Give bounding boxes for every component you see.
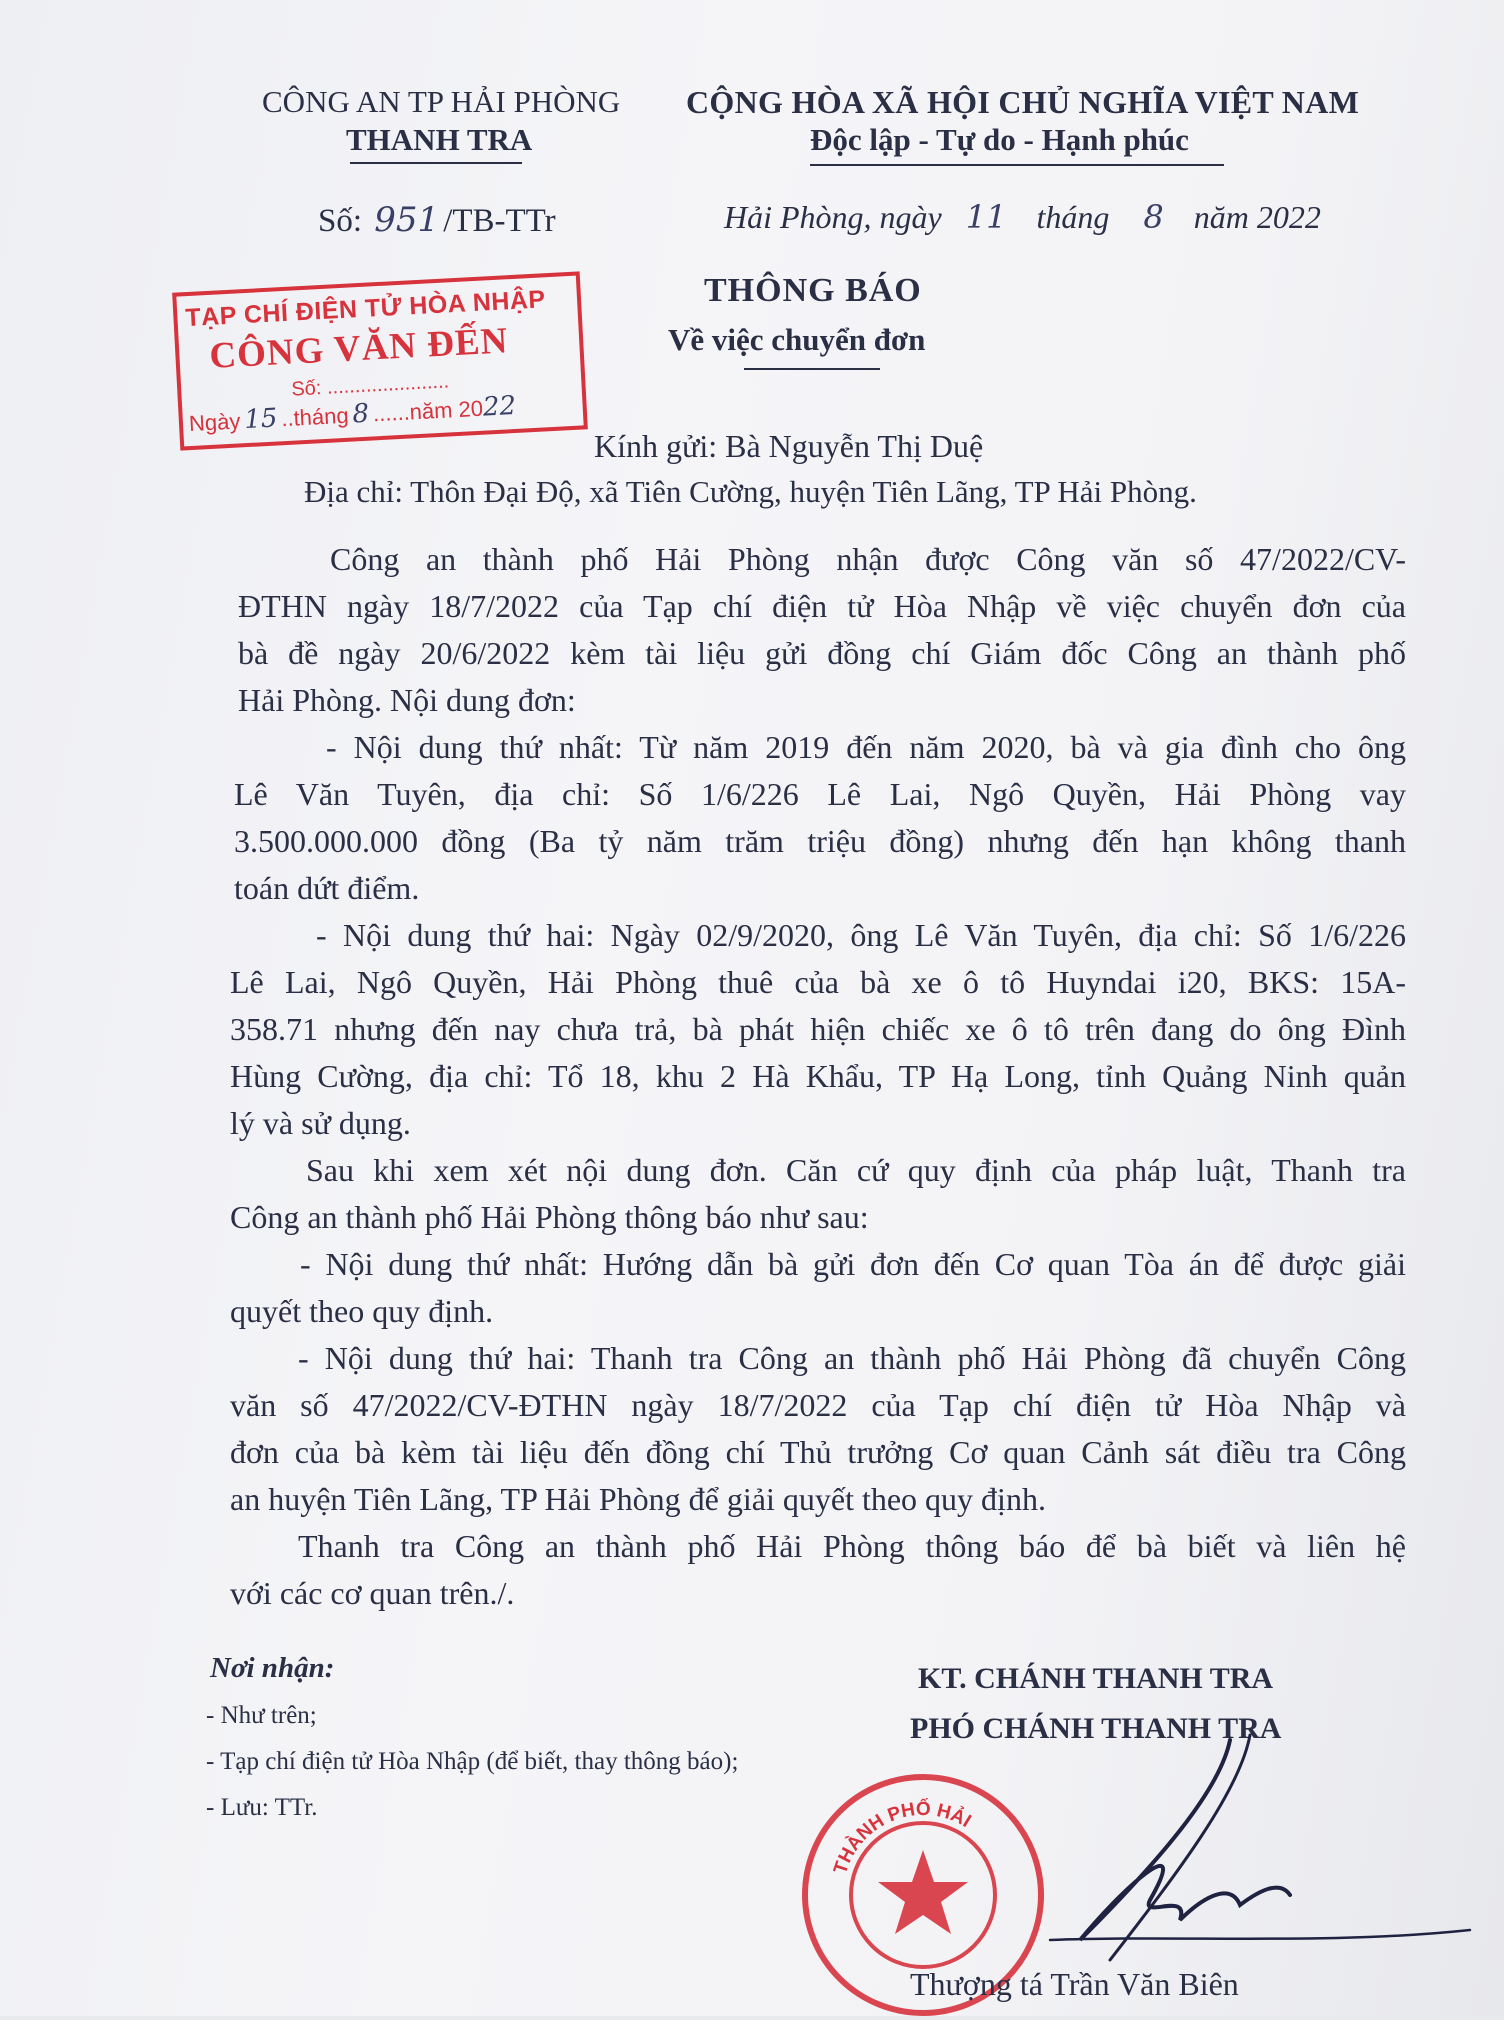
body-line: lý và sử dụng. (230, 1105, 411, 1141)
body-line: 358.71 nhưng đến nay chưa trả, bà phát hiện chiếc xe ô tô trên đang do ông Đình (230, 1011, 1406, 1047)
recipient-item: - Tạp chí điện tử Hòa Nhập (để biết, thay thông báo); (206, 1748, 739, 1775)
paragraph-4 (230, 1147, 1406, 1241)
paragraph-3 (230, 912, 1406, 1147)
agency-name: CÔNG AN TP HẢI PHÒNG (262, 84, 621, 119)
body-line: - Nội dung thứ nhất: Hướng dẫn bà gửi đơn đến Cơ quan Tòa án để được giải (300, 1246, 1406, 1282)
signature-authority: KT. CHÁNH THANH TRA (918, 1662, 1274, 1695)
handwritten-signature (930, 1730, 1490, 1990)
doc-number-prefix: Số: (318, 203, 363, 239)
signature-position: PHÓ CHÁNH THANH TRA (910, 1712, 1282, 1745)
body-line: Công an thành phố Hải Phòng thông báo như sau: (230, 1199, 869, 1235)
date-month: 8 (1143, 198, 1164, 236)
agency-department: THANH TRA (346, 122, 533, 157)
motto-underline (810, 164, 1224, 166)
body-line: ĐTHN ngày 18/7/2022 của Tạp chí điện tử Hòa Nhập về việc chuyển đơn của (238, 588, 1406, 624)
body-line: quyết theo quy định. (230, 1293, 494, 1329)
body-line: bà đề ngày 20/6/2022 kèm tài liệu gửi đồng chí Giám đốc Công an thành phố (238, 635, 1406, 671)
stamp-day: 15 (243, 403, 279, 436)
notice-title: THÔNG BÁO (704, 272, 922, 309)
republic-motto: Độc lập - Tự do - Hạnh phúc (810, 122, 1189, 157)
incoming-document-stamp (172, 271, 588, 450)
doc-date (724, 198, 1321, 236)
stamp-org: TẠP CHÍ ĐIỆN TỬ HÒA NHẬP (184, 285, 547, 333)
stamp-number: Số: ...................... (290, 370, 450, 401)
stamp-month: 8 (351, 398, 370, 430)
stamp-year: 22 (482, 390, 517, 423)
stamp-title: CÔNG VĂN ĐẾN (208, 320, 510, 377)
recipient-item: - Như trên; (206, 1702, 317, 1729)
addressee: Kính gửi: Bà Nguyễn Thị Duệ (594, 428, 984, 464)
stamp-day-label: Ngày (188, 408, 241, 437)
doc-number-suffix: /TB-TTr (443, 203, 556, 239)
date-place: Hải Phòng, ngày (724, 199, 942, 235)
body-line: Hải Phòng. Nội dung đơn: (238, 682, 576, 718)
paragraph-5 (230, 1241, 1406, 1335)
stamp-month-label: ..tháng (280, 402, 350, 432)
recipient-item: - Lưu: TTr. (206, 1794, 318, 1821)
body-line: - Nội dung thứ hai: Ngày 02/9/2020, ông Lê Văn Tuyên, địa chỉ: Số 1/6/226 (316, 917, 1406, 953)
body-line: - Nội dung thứ hai: Thanh tra Công an thành phố Hải Phòng đã chuyển Công (298, 1340, 1406, 1376)
paragraph-6 (230, 1335, 1406, 1523)
notice-subject: Về việc chuyển đơn (668, 322, 926, 357)
addressee-address: Địa chỉ: Thôn Đại Độ, xã Tiên Cường, huyện Tiên Lãng, TP Hải Phòng. (304, 474, 1197, 509)
doc-number (318, 200, 556, 240)
paragraph-2 (230, 724, 1406, 912)
body-line: Lê Lai, Ngô Quyền, Hải Phòng thuê của bà xe ô tô Huyndai i20, BKS: 15A- (230, 964, 1406, 1000)
notice-body (230, 536, 1406, 1617)
body-line: an huyện Tiên Lãng, TP Hải Phòng để giải quyết theo quy định. (230, 1481, 1046, 1517)
date-month-label: tháng (1036, 199, 1110, 235)
signer-name: Thượng tá Trần Văn Biên (910, 1966, 1239, 2002)
republic-name: CỘNG HÒA XÃ HỘI CHỦ NGHĨA VIỆT NAM (686, 84, 1360, 120)
body-line: Lê Văn Tuyên, địa chỉ: Số 1/6/226 Lê Lai, Ngô Quyền, Hải Phòng vay (234, 776, 1406, 812)
agency-underline (350, 162, 522, 164)
recipients-title: Nơi nhận: (210, 1652, 335, 1684)
subject-underline (744, 368, 880, 370)
paragraph-1 (230, 536, 1406, 724)
body-line: toán dứt điểm. (234, 870, 420, 906)
seal-text: THÀNH PHỐ HẢI (830, 1798, 975, 1877)
body-line: 3.500.000.000 đồng (Ba tỷ năm trăm triệu đồng) nhưng đến hạn không thanh (234, 823, 1406, 859)
body-line: với các cơ quan trên./. (230, 1575, 515, 1611)
body-line: Hùng Cường, địa chỉ: Tổ 18, khu 2 Hà Khẩu, TP Hạ Long, tỉnh Quảng Ninh quản (230, 1058, 1406, 1094)
body-line: Sau khi xem xét nội dung đơn. Căn cứ quy định của pháp luật, Thanh tra (306, 1152, 1406, 1188)
body-line: đơn của bà kèm tài liệu đến đồng chí Thủ trưởng Cơ quan Cảnh sát điều tra Công (230, 1434, 1406, 1470)
body-line: Thanh tra Công an thành phố Hải Phòng thông báo để bà biết và liên hệ (298, 1528, 1406, 1564)
date-day: 11 (965, 198, 1007, 236)
stamp-year-label: ......năm 20 (372, 395, 484, 427)
body-line: - Nội dung thứ nhất: Từ năm 2019 đến năm 2020, bà và gia đình cho ông (326, 729, 1406, 765)
body-line: Công an thành phố Hải Phòng nhận được Công văn số 47/2022/CV- (330, 541, 1406, 577)
body-line: văn số 47/2022/CV-ĐTHN ngày 18/7/2022 của Tạp chí điện tử Hòa Nhập và (230, 1387, 1406, 1423)
paragraph-7 (230, 1523, 1406, 1617)
doc-number-value: 951 (374, 200, 440, 240)
date-year: năm 2022 (1193, 199, 1321, 235)
